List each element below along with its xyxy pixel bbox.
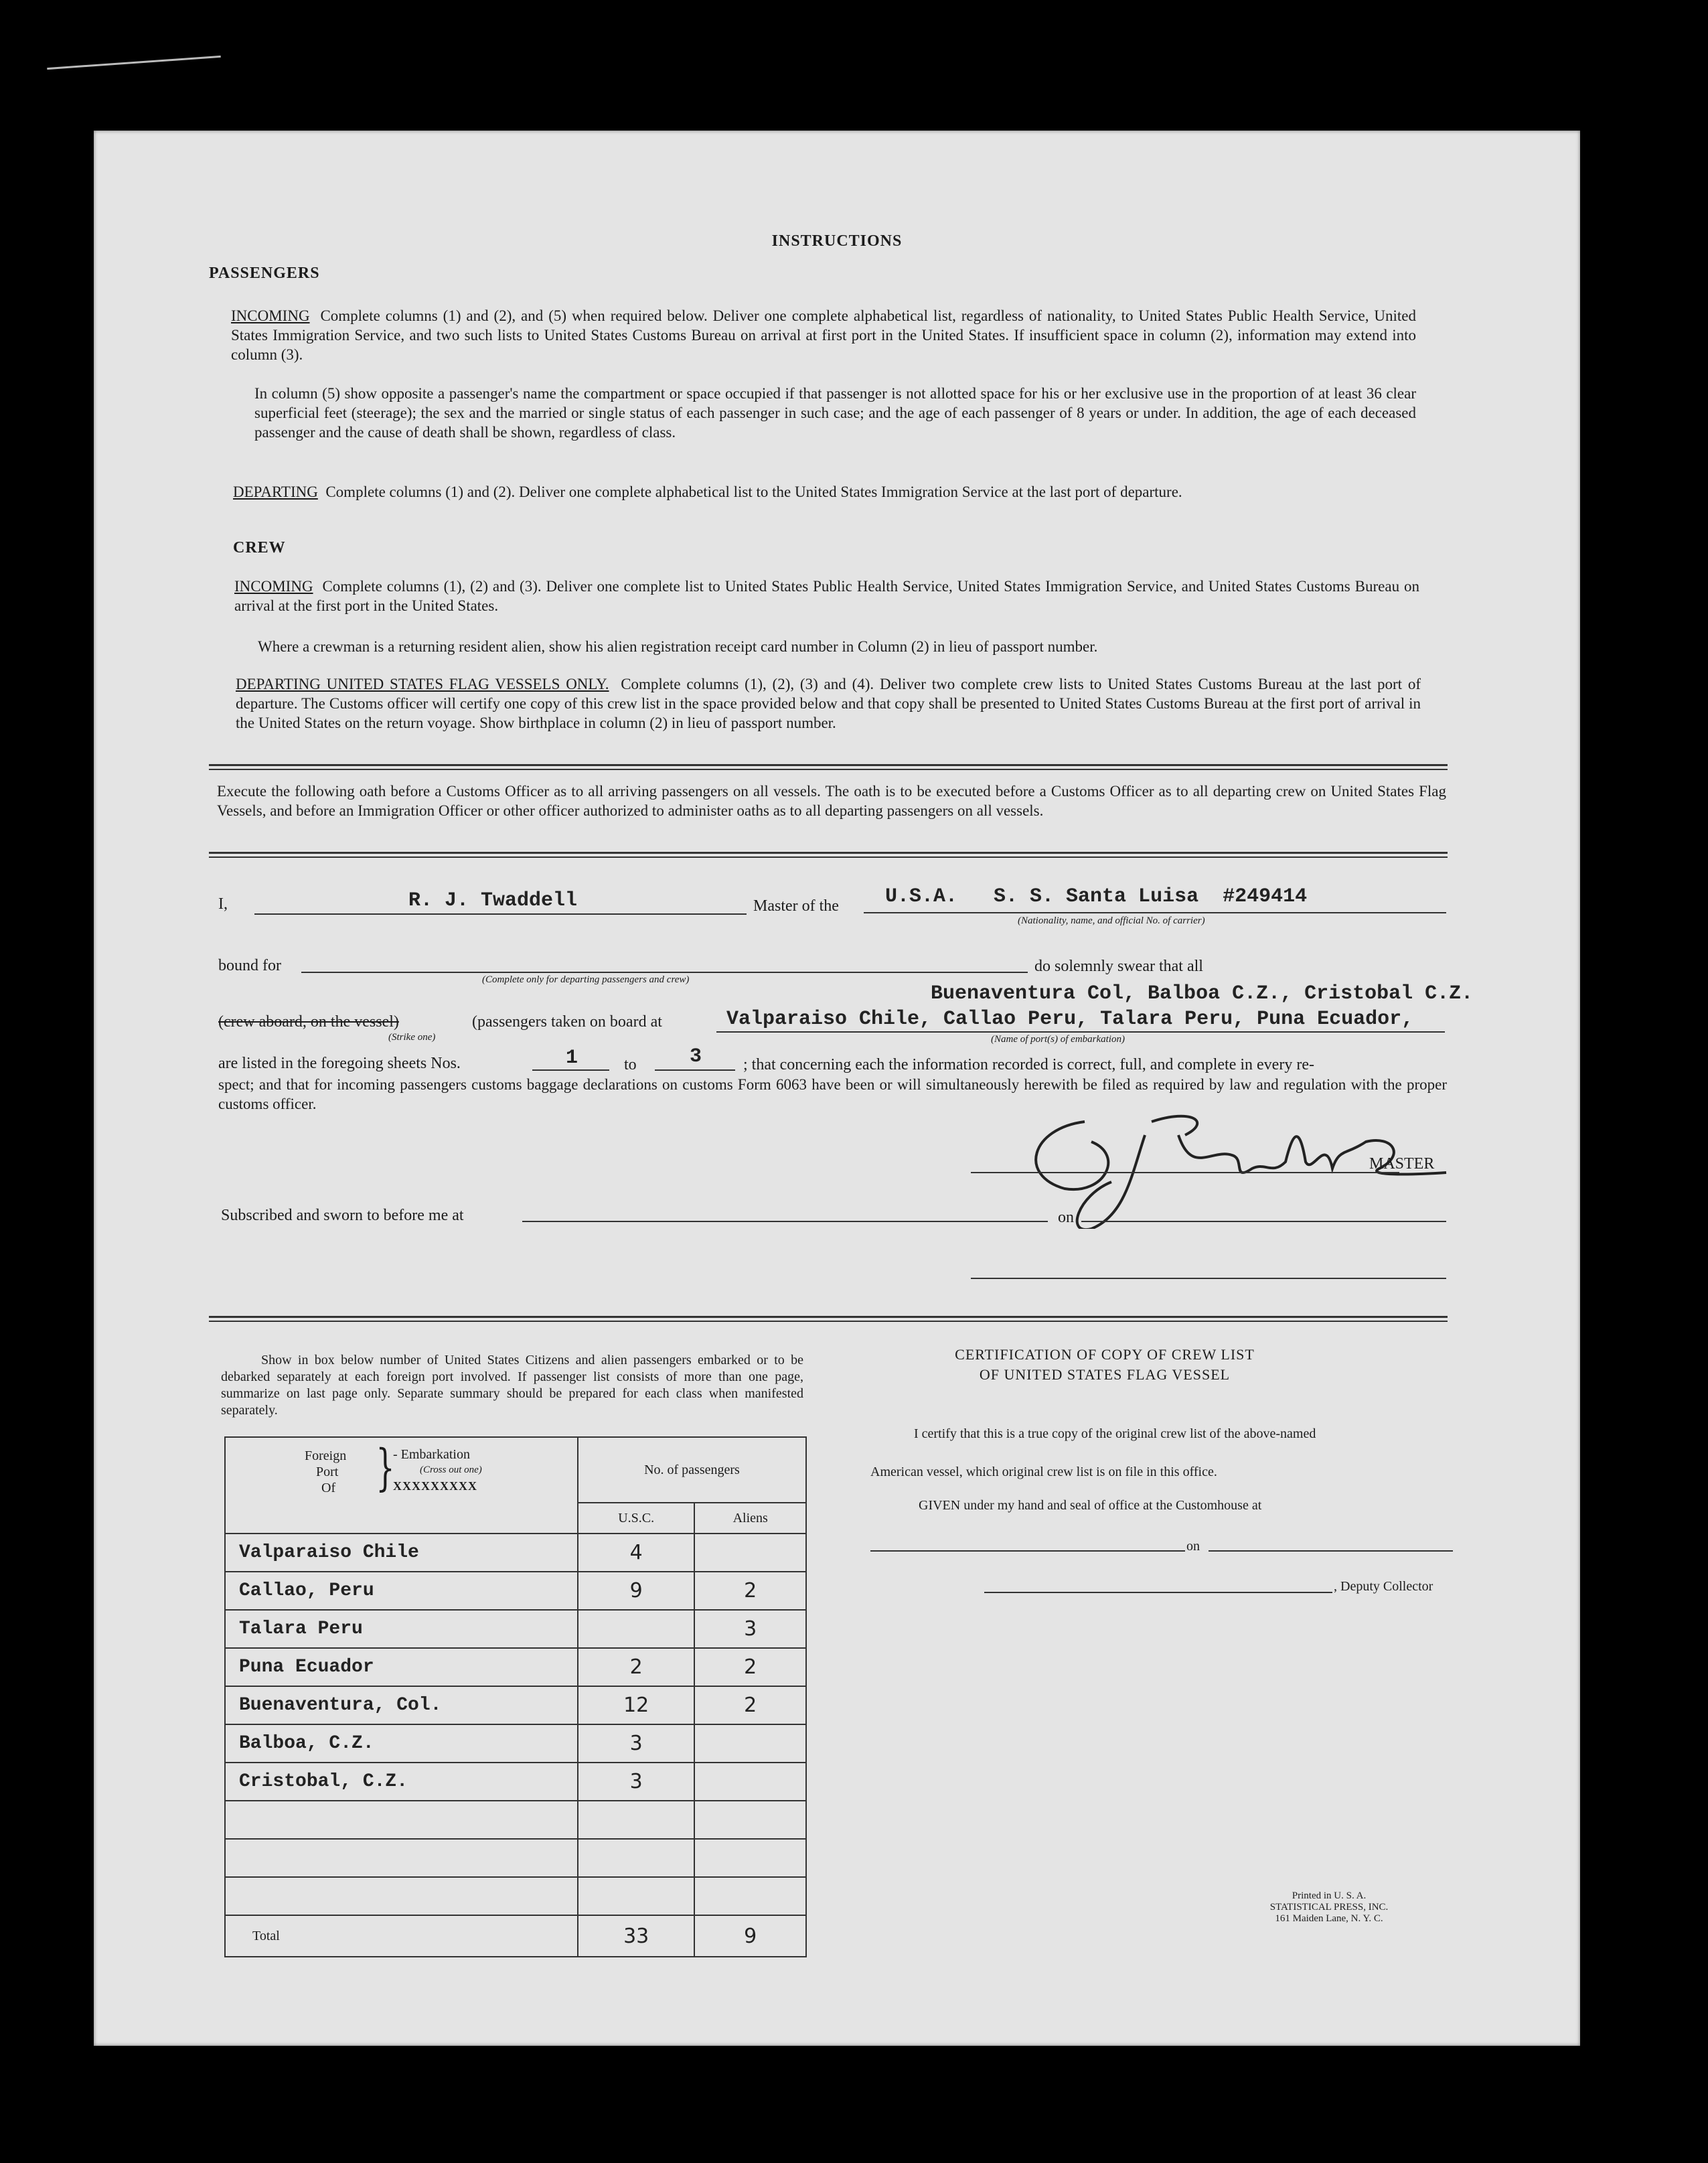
table-row: [225, 1801, 806, 1839]
row-aliens: [694, 1801, 806, 1839]
ports-line: [716, 1031, 1445, 1033]
row-port: Talara Peru: [225, 1610, 578, 1648]
deputy-collector-label: , Deputy Collector: [1334, 1579, 1433, 1594]
row-aliens: [694, 1534, 806, 1572]
crew-struck: [218, 1013, 399, 1031]
certification-on-line: [1209, 1550, 1453, 1552]
vessel-caption: (Nationality, name, and official No. of carrier): [1018, 915, 1205, 926]
table-row: [225, 1763, 806, 1801]
certify-line-1: I certify that this is a true copy of the original crew list of the above-named: [914, 1426, 1316, 1441]
subscribed-line: [522, 1221, 1048, 1222]
row-usc: 3: [578, 1724, 695, 1763]
crew-departing-paragraph: [236, 674, 1421, 733]
passengers-incoming-paragraph: [231, 306, 1416, 364]
vessel-name: U.S.A. S. S. Santa Luisa #249414: [885, 885, 1308, 908]
crew-incoming-paragraph: [234, 577, 1419, 615]
row-aliens: [694, 1724, 806, 1763]
header-struck: XXXXXXXXX: [393, 1479, 477, 1493]
row-aliens: 2: [694, 1572, 806, 1610]
passengers-column5-paragraph: In column (5) show opposite a passenger's name the compartment or space occupied if that passenger is not allotted space for his or her exclusive use in the proportion of at least 36 clear superficial feet (steerage); the sex and the married or single status of each passenger in such case; and the age of each passenger of 8 years or under. In addition, the age of each deceased passenger and the cause of death shall be shown, regardless of class.: [254, 385, 1416, 441]
total-aliens: 9: [694, 1915, 806, 1957]
row-usc: [578, 1839, 695, 1877]
passengers-incoming-label: INCOMING: [231, 307, 310, 324]
row-aliens: [694, 1763, 806, 1801]
swear-text: do solemnly swear that all: [1034, 958, 1203, 975]
listed-rest: ; that concerning each the information recorded is correct, full, and complete in every re-: [743, 1056, 1314, 1073]
master-label: MASTER: [1369, 1155, 1435, 1173]
row-port: Puna Ecuador: [225, 1648, 578, 1686]
passengers-departing-paragraph: [233, 482, 1418, 502]
total-label: Total: [225, 1915, 578, 1957]
listed-rest-2: spect; and that for incoming passengers customs baggage declarations on customs Form 6063 have been or will simultaneously herewith be filed as required by law and regulation with the proper customs officer.: [218, 1076, 1447, 1112]
crew-departing-label: DEPARTING UNITED STATES FLAG VESSELS ONLY.: [236, 676, 609, 692]
listed-text: are listed in the foregoing sheets Nos.: [218, 1055, 461, 1072]
header-cross: (Cross out one): [420, 1465, 482, 1475]
subscribed-on-line: [1081, 1221, 1446, 1222]
crew-incoming-text: Complete columns (1), (2) and (3). Deliver one complete list to United States Public Health Service, United States Immigration Service, and United States Customs Bureau on arrival at the first port in the United States.: [234, 578, 1420, 614]
certify-line-2: American vessel, which original crew list is on file in this office.: [870, 1465, 1217, 1479]
officer-line: [971, 1278, 1446, 1279]
subscribed-on-label: on: [1058, 1209, 1074, 1226]
sheet-from-line: [532, 1069, 609, 1071]
master-of-label: Master of the: [753, 897, 839, 915]
summary-instructions: Show in box below number of United States Citizens and alien passengers embarked or to be debarked separately at each foreign port involved. If passenger list consists of more than one page, summarize on last page only. Separate summary should be prepared for each class when manifested separately.: [221, 1353, 803, 1418]
crew-departing-text: Complete columns (1), (2), (3) and (4). Deliver two complete crew lists to United States Customs Bureau at the last port of departure. The Customs officer will certify one copy of this crew list in the space provided below and that copy shall be presented to United States Customs Bureau at the first port of arrival in the United States on the return voyage. Show birthplace in column (2) in lieu of passport number.: [236, 676, 1421, 731]
header-embarkation: - Embarkation: [393, 1447, 470, 1462]
table-row: [225, 1877, 806, 1915]
header-usc: U.S.C.: [578, 1503, 695, 1534]
bound-for-line: [301, 972, 1028, 973]
row-usc: 9: [578, 1572, 695, 1610]
header-foreign: Foreign: [305, 1448, 347, 1463]
table-row: [225, 1724, 806, 1763]
given-line: GIVEN under my hand and seal of office at the Customhouse at: [919, 1498, 1262, 1513]
table-row: [225, 1839, 806, 1877]
ports-line-2: Valparaiso Chile, Callao Peru, Talara Peru, Puna Ecuador,: [726, 1008, 1414, 1031]
row-usc: [578, 1610, 695, 1648]
divider-bottom: [209, 1316, 1448, 1322]
summary-table: [224, 1436, 807, 1957]
passengers-departing-text: Complete columns (1) and (2). Deliver one complete alphabetical list to the United States Immigration Service at the last port of departure.: [325, 483, 1182, 500]
table-row: [225, 1648, 806, 1686]
i-label: I,: [218, 895, 228, 913]
passengers-incoming-text: Complete columns (1) and (2), and (5) when required below. Deliver one complete alphabetical list, regardless of nationality, to United States Public Health Service, United States Immigration Service, and two such lists to United States Customs Bureau on arrival at first port in the United States. If insufficient space in column (2), information may extend into column (3).: [231, 307, 1417, 363]
certification-on-label: on: [1186, 1539, 1200, 1554]
row-aliens: 3: [694, 1610, 806, 1648]
printer-line-2: STATISTICAL PRESS, INC.: [1269, 1902, 1389, 1913]
ports-caption: (Name of port(s) of embarkation): [991, 1034, 1125, 1045]
header-brace: }: [376, 1439, 395, 1497]
bound-for-label: bound for: [218, 957, 281, 974]
row-aliens: [694, 1839, 806, 1877]
form-page: [94, 131, 1580, 2046]
printer-line-1: Printed in U. S. A.: [1292, 1890, 1367, 1901]
crew-incoming-label: INCOMING: [234, 578, 313, 595]
oath-intro: Execute the following oath before a Customs Officer as to all arriving passengers on all vessels. The oath is to be executed before a Customs Officer as to all departing crew on United States Flag Vessels, and before an Immigration Officer or other officer authorized to administer oaths as to all departing passengers on all vessels.: [217, 783, 1446, 819]
crew-struck-text: (crew aboard, on the vessel): [218, 1013, 399, 1031]
row-aliens: [694, 1877, 806, 1915]
row-port: [225, 1877, 578, 1915]
strike-caption: (Strike one): [388, 1032, 436, 1043]
sheet-to-line: [655, 1069, 735, 1071]
deputy-collector-line: [984, 1592, 1332, 1593]
row-port: [225, 1839, 578, 1877]
certification-title-2: OF UNITED STATES FLAG VESSEL: [979, 1366, 1231, 1383]
vessel-line: [864, 912, 1446, 913]
total-row: [225, 1915, 806, 1957]
sheet-from: 1: [566, 1047, 578, 1069]
sheet-to: 3: [690, 1045, 702, 1068]
row-port: Buenaventura, Col.: [225, 1686, 578, 1724]
row-port: Callao, Peru: [225, 1572, 578, 1610]
customhouse-line: [870, 1550, 1185, 1552]
row-usc: 2: [578, 1648, 695, 1686]
row-aliens: 2: [694, 1648, 806, 1686]
divider-oath: [209, 852, 1448, 858]
header-port: Port: [316, 1465, 339, 1479]
header-aliens: Aliens: [694, 1503, 806, 1534]
master-name: R. J. Twaddell: [408, 889, 578, 912]
table-row: [225, 1572, 806, 1610]
signature-line: [971, 1172, 1399, 1173]
row-port: Valparaiso Chile: [225, 1534, 578, 1572]
row-usc: 4: [578, 1534, 695, 1572]
header-foreign-port: [225, 1437, 578, 1534]
row-usc: 12: [578, 1686, 695, 1724]
row-usc: [578, 1877, 695, 1915]
row-aliens: 2: [694, 1686, 806, 1724]
row-port: [225, 1801, 578, 1839]
ports-line-1: Buenaventura Col, Balboa C.Z., Cristobal C.Z.: [931, 982, 1474, 1005]
row-usc: 3: [578, 1763, 695, 1801]
table-row: [225, 1686, 806, 1724]
instructions-title: INSTRUCTIONS: [771, 232, 903, 250]
row-usc: [578, 1801, 695, 1839]
passengers-taken-text: (passengers taken on board at: [472, 1013, 662, 1031]
table-row: [225, 1534, 806, 1572]
total-usc: 33: [578, 1915, 695, 1957]
bound-for-caption: (Complete only for departing passengers and crew): [482, 974, 690, 985]
master-name-line: [254, 913, 747, 915]
subscribed-label: Subscribed and sworn to before me at: [221, 1207, 464, 1224]
header-no-passengers: No. of passengers: [578, 1437, 806, 1503]
divider-top: [209, 764, 1448, 770]
table-row: [225, 1610, 806, 1648]
passengers-heading: PASSENGERS: [209, 265, 320, 282]
certification-title-1: CERTIFICATION OF COPY OF CREW LIST: [955, 1346, 1255, 1363]
row-port: Balboa, C.Z.: [225, 1724, 578, 1763]
crew-heading: CREW: [233, 539, 286, 556]
printer-line-3: 161 Maiden Lane, N. Y. C.: [1275, 1913, 1383, 1924]
film-scratch: [47, 56, 221, 70]
to-label: to: [624, 1056, 637, 1073]
passengers-departing-label: DEPARTING: [233, 483, 318, 500]
row-port: Cristobal, C.Z.: [225, 1763, 578, 1801]
crew-alien-paragraph: Where a crewman is a returning resident alien, show his alien registration receipt card number in Column (2) in lieu of passport number.: [258, 638, 1098, 655]
header-of: Of: [321, 1481, 336, 1495]
